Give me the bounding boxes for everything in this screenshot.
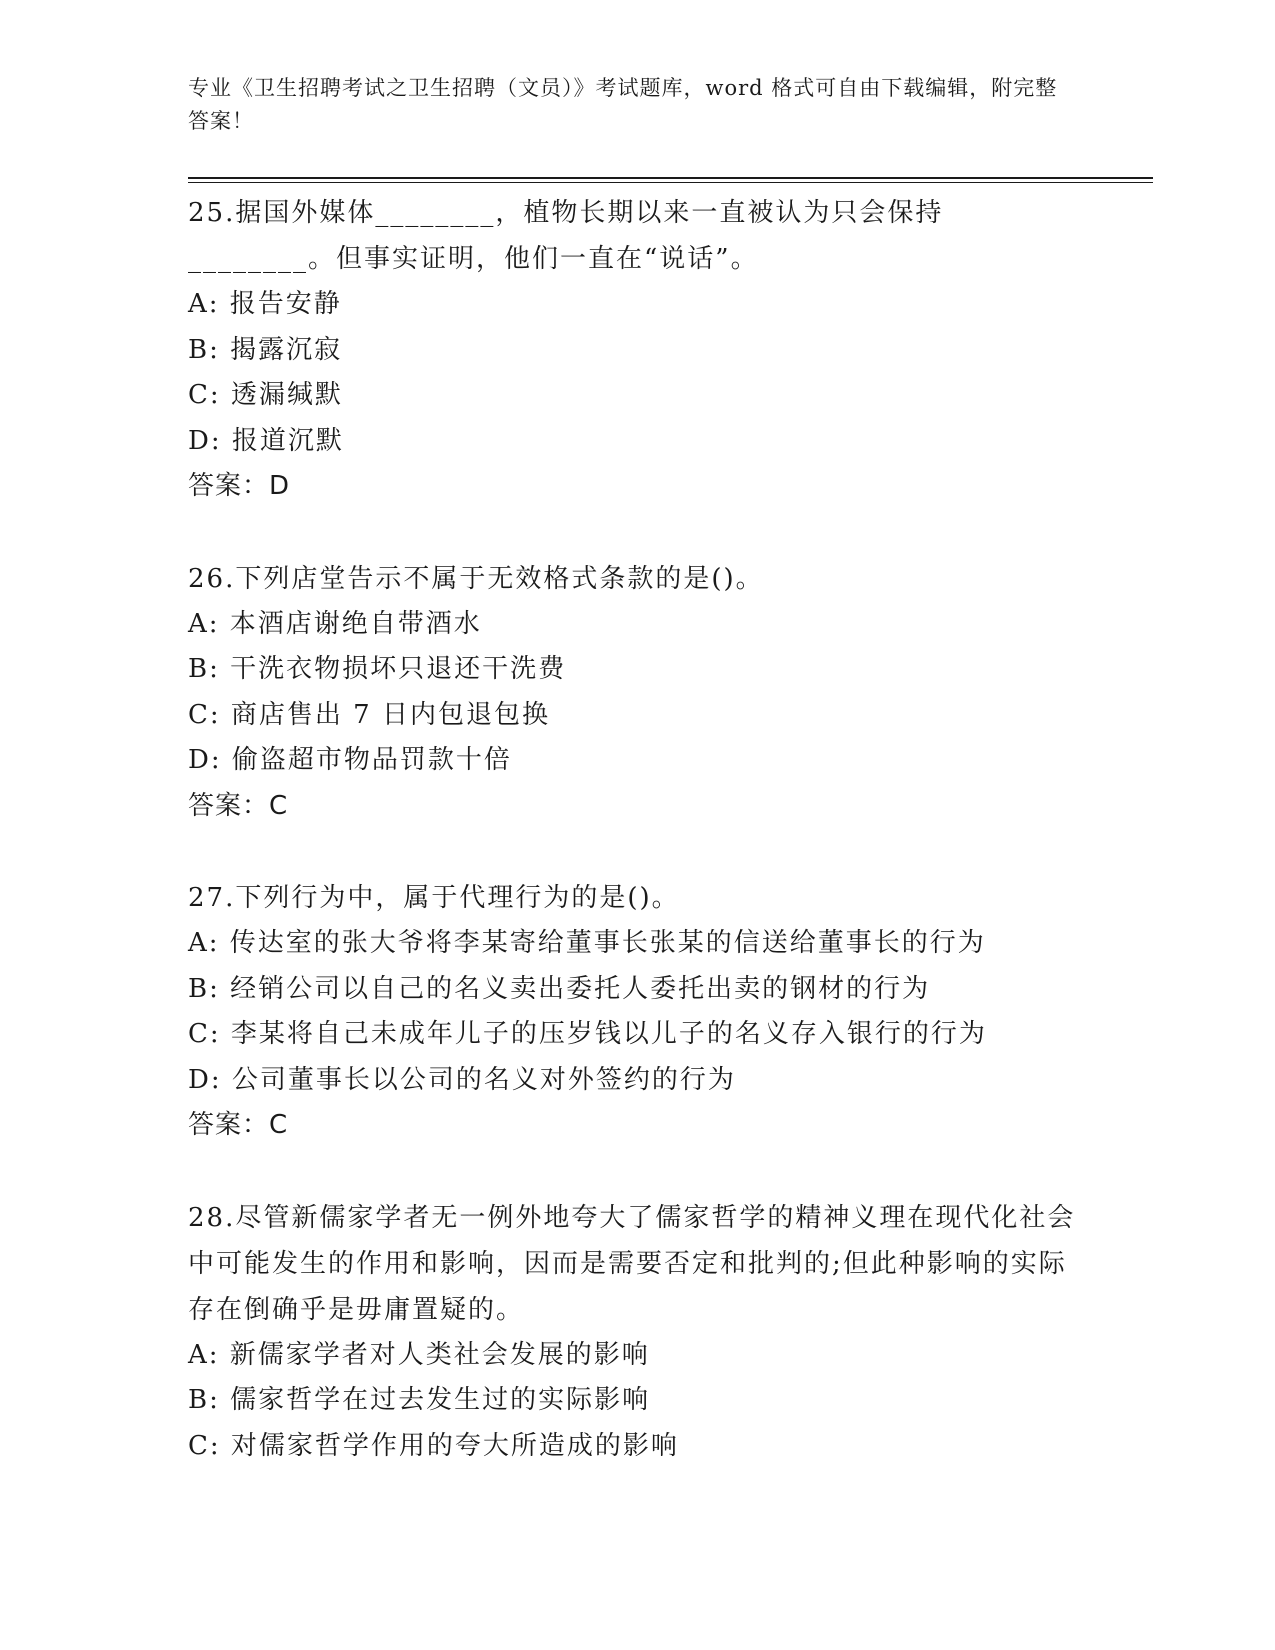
- option-c: C: 透漏缄默: [188, 380, 343, 410]
- question-list: [188, 190, 1088, 1515]
- option-c: C: 对儒家哲学作用的夸大所造成的影响: [188, 1430, 679, 1461]
- question-stem: 25.据国外媒体________，植物长期以来一直被认为只会保持________。但事实证明，他们一直在“说话”。: [188, 198, 944, 274]
- option-b: B: 揭露沉寂: [188, 334, 343, 365]
- question-stem: 26.下列店堂告示不属于无效格式条款的是()。: [188, 563, 764, 594]
- answer: 答案：D: [188, 471, 291, 501]
- option-b: B: 儒家哲学在过去发生过的实际影响: [188, 1385, 651, 1415]
- option-c: C: 商店售出 7 日内包退包换: [188, 699, 550, 730]
- header-divider-thick: [188, 177, 1153, 179]
- option-d: D: 公司董事长以公司的名义对外签约的行为: [188, 1064, 736, 1095]
- option-d: D: 偷盗超市物品罚款十倍: [188, 745, 512, 775]
- option-a: A: 传达室的张大爷将李某寄给董事长张某的信送给董事长的行为: [188, 928, 986, 958]
- option-a: A: 本酒店谢绝自带酒水: [188, 608, 482, 639]
- option-b: B: 经销公司以自己的名义卖出委托人委托出卖的钢材的行为: [188, 973, 931, 1004]
- question-27: [188, 875, 1088, 1149]
- answer: 答案：C: [188, 1110, 289, 1140]
- option-d: D: 报道沉默: [188, 425, 344, 456]
- option-a: A: 新儒家学者对人类社会发展的影响: [188, 1339, 650, 1370]
- question-26: [188, 556, 1088, 830]
- option-a: A: 报告安静: [188, 289, 342, 319]
- question-stem: 27.下列行为中，属于代理行为的是()。: [188, 883, 680, 913]
- option-c: C: 李某将自己未成年儿子的压岁钱以儿子的名义存入银行的行为: [188, 1019, 987, 1049]
- document-header: [188, 72, 1068, 138]
- header-text: 专业《卫生招聘考试之卫生招聘（文员）》考试题库，word 格式可自由下载编辑，附完整答案！: [188, 76, 1058, 133]
- header-divider-thin: [188, 182, 1153, 183]
- question-25: [188, 190, 1088, 510]
- option-b: B: 干洗衣物损坏只退还干洗费: [188, 654, 567, 684]
- question-28: [188, 1195, 1088, 1470]
- question-stem: 28.尽管新儒家学者无一例外地夸大了儒家哲学的精神义理在现代化社会中可能发生的作用和影响，因而是需要否定和批判的;但此种影响的实际存在倒确乎是毋庸置疑的。: [188, 1202, 1076, 1325]
- answer: 答案：C: [188, 790, 289, 821]
